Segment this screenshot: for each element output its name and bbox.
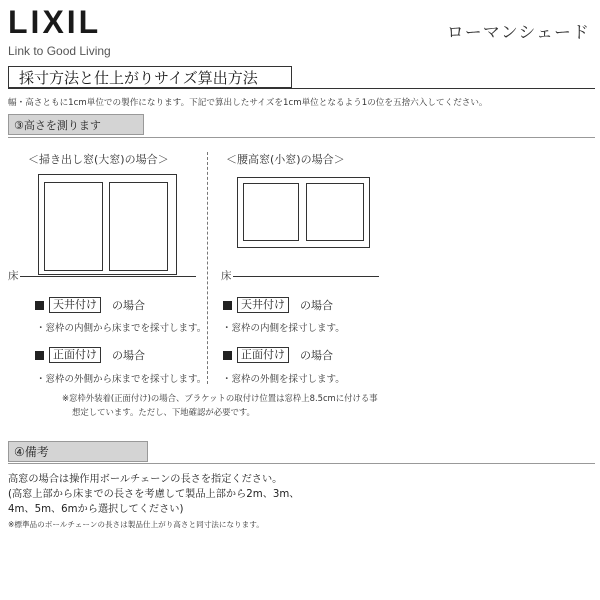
product-name: ローマンシェード — [446, 23, 590, 43]
bracket-note-line1: ※窓枠外装着(正面付け)の場合、ブラケットの取付け位置は窓枠上8.5cmに付ける事 — [62, 393, 378, 403]
large-front-mount-suffix: の場合 — [112, 349, 145, 362]
large-front-mount-label: 正面付け — [49, 347, 101, 363]
large-front-mount-desc: ・窓枠の外側から床までを採寸します。 — [36, 374, 207, 385]
bracket-note-line2: 想定しています。ただし、下地確認が必要です。 — [72, 407, 255, 417]
lixil-logo: LIXIL — [8, 4, 102, 40]
remarks-header-divider — [8, 463, 595, 464]
square-bullet-icon — [223, 351, 232, 360]
large-ceiling-mount-suffix: の場合 — [112, 299, 145, 312]
square-bullet-icon — [223, 301, 232, 310]
measure-header-divider — [8, 137, 595, 138]
large-window-floor-line — [20, 276, 196, 277]
section-title: 採寸方法と仕上がりサイズ算出方法 — [8, 66, 292, 88]
large-window-floor-label: 床 — [8, 270, 19, 282]
small-ceiling-mount-suffix: の場合 — [300, 299, 333, 312]
small-window-title: ＜腰高窓(小窓)の場合＞ — [226, 153, 345, 166]
small-front-mount-desc: ・窓枠の外側を採寸します。 — [222, 374, 345, 385]
small-window-floor-line — [233, 276, 379, 277]
large-ceiling-mount-desc: ・窓枠の内側から床までを採寸します。 — [36, 323, 207, 334]
remarks-line1: 高窓の場合は操作用ボールチェーンの長さを指定ください。 — [8, 474, 283, 485]
small-front-mount-label: 正面付け — [237, 347, 289, 363]
remarks-line2: (高窓上部から床までの長さを考慮して製品上部から2m、3m、 — [8, 489, 300, 500]
small-ceiling-mount-label: 天井付け — [237, 297, 289, 313]
column-divider — [207, 152, 208, 384]
large-ceiling-mount-label: 天井付け — [49, 297, 101, 313]
remarks-line3: 4m、5m、6mから選択してください) — [8, 504, 184, 515]
measure-height-header: ③高さを測ります — [8, 114, 144, 135]
large-window-right-pane — [109, 182, 168, 271]
remarks-header: ④備考 — [8, 441, 148, 462]
small-front-mount-suffix: の場合 — [300, 349, 333, 362]
small-window-right-pane — [306, 183, 364, 241]
small-ceiling-mount-desc: ・窓枠の内側を採寸します。 — [222, 323, 345, 334]
square-bullet-icon — [35, 351, 44, 360]
intro-text: 幅・高さともに1cm単位での製作になります。下記で算出したサイズを1cm単位となるよう1の位を五捨六入してください。 — [8, 98, 488, 108]
remarks-footnote: ※標準品のボールチェーンの長さは製品仕上がり高さと同寸法になります。 — [8, 520, 264, 529]
square-bullet-icon — [35, 301, 44, 310]
small-window-left-pane — [243, 183, 299, 241]
title-divider — [8, 88, 595, 89]
large-window-left-pane — [44, 182, 103, 271]
large-window-title: ＜掃き出し窓(大窓)の場合＞ — [28, 153, 169, 166]
small-window-floor-label: 床 — [221, 270, 232, 282]
tagline: Link to Good Living — [8, 44, 111, 58]
